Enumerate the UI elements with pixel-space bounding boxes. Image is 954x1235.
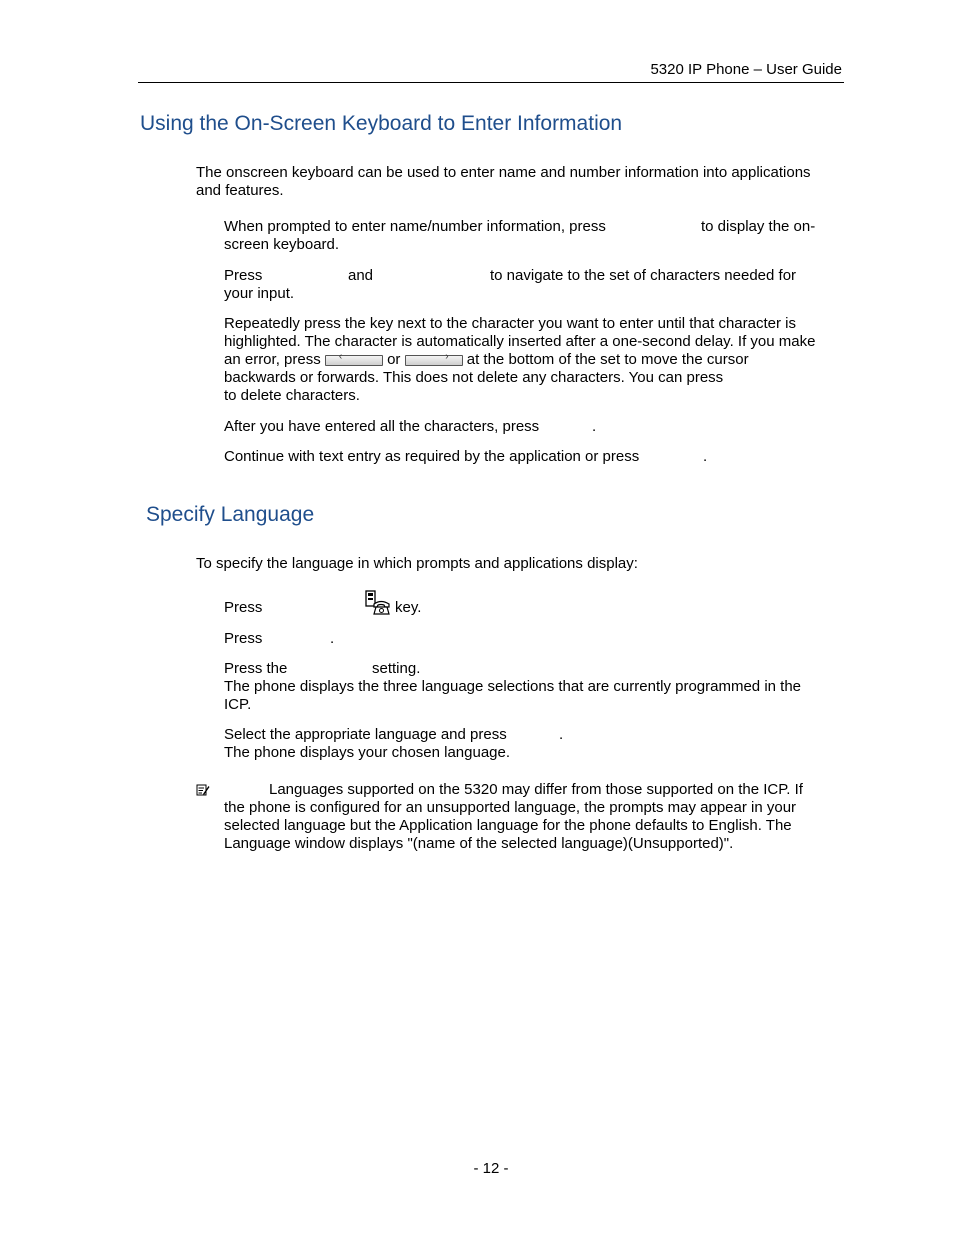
step-text: Press the bbox=[224, 660, 288, 677]
step-text: and bbox=[348, 267, 374, 284]
intro-line: and features. bbox=[196, 182, 284, 199]
note-line: Language window displays "(name of the selected language)(Unsupported)". bbox=[224, 835, 734, 852]
section2-intro: To specify the language in which prompts and applications display: bbox=[196, 555, 638, 572]
step-text: Continue with text entry as required by the application or press bbox=[224, 448, 640, 465]
step-text: ICP. bbox=[224, 696, 252, 713]
note-line: selected language but the Application language for the phone defaults to English. The bbox=[224, 817, 792, 834]
chevron-left-icon: ‹ bbox=[338, 351, 343, 362]
keyboard-step-3 bbox=[224, 315, 844, 405]
step-text: . bbox=[703, 448, 708, 465]
note-line: the phone is configured for an unsupported language, the prompts may appear in your bbox=[224, 799, 797, 816]
step-text: highlighted. The character is automatically inserted after a one-second delay. If you make bbox=[224, 333, 816, 350]
step-text: . bbox=[330, 630, 335, 647]
section-title-specify-language: Specify Language bbox=[146, 503, 315, 526]
section-title-onscreen-keyboard: Using the On-Screen Keyboard to Enter Information bbox=[140, 112, 623, 135]
language-step-1 bbox=[224, 590, 844, 620]
step-text: setting. bbox=[372, 660, 421, 677]
step-text: . bbox=[559, 726, 564, 743]
keyboard-step-4 bbox=[224, 418, 844, 436]
language-step-2 bbox=[224, 630, 844, 648]
page-number: - 12 - bbox=[473, 1160, 509, 1177]
step-text: to delete characters. bbox=[224, 387, 360, 404]
step-text: After you have entered all the characters, press bbox=[224, 418, 540, 435]
section1-intro bbox=[196, 164, 811, 200]
step-text: Repeatedly press the key next to the character you want to enter until that character is bbox=[224, 315, 796, 332]
step-text: backwards or forwards. This does not delete any characters. You can press bbox=[224, 369, 724, 386]
step-text: at the bottom of the set to move the cursor bbox=[466, 351, 749, 368]
step-text: The phone displays the three language selections that are currently programmed in the bbox=[224, 678, 802, 695]
language-step-3 bbox=[224, 660, 844, 714]
step-text: your input. bbox=[224, 285, 295, 302]
chevron-right-icon: › bbox=[445, 351, 449, 362]
step-text: to navigate to the set of characters needed for bbox=[490, 267, 797, 284]
options-phone-key-icon[interactable] bbox=[365, 590, 391, 616]
keyboard-step-1 bbox=[224, 218, 844, 254]
note-pencil-icon bbox=[196, 783, 210, 801]
step-text: screen keyboard. bbox=[224, 236, 340, 253]
next-softkey-button[interactable] bbox=[405, 351, 463, 366]
intro-line: The onscreen keyboard can be used to enter name and number information into applications bbox=[196, 164, 811, 181]
step-text: key. bbox=[395, 599, 422, 616]
step-text: When prompted to enter name/number information, press bbox=[224, 218, 606, 235]
step-text: Press bbox=[224, 267, 263, 284]
step-text: an error, press bbox=[224, 351, 321, 368]
note-line: Languages supported on the 5320 may differ from those supported on the ICP. If bbox=[269, 781, 803, 798]
keyboard-step-5 bbox=[224, 448, 844, 466]
step-text: . bbox=[592, 418, 597, 435]
previous-softkey-button[interactable] bbox=[325, 351, 383, 366]
keyboard-step-2 bbox=[224, 267, 844, 303]
step-text: Select the appropriate language and press bbox=[224, 726, 507, 743]
language-step-4 bbox=[224, 726, 844, 762]
running-header: 5320 IP Phone – User Guide bbox=[650, 61, 842, 78]
step-text: Press bbox=[224, 599, 263, 616]
step-text: to display the on- bbox=[701, 218, 816, 235]
step-text: The phone displays your chosen language. bbox=[224, 744, 511, 761]
note-text bbox=[224, 781, 844, 853]
step-text: Press bbox=[224, 630, 263, 647]
header-rule bbox=[138, 82, 844, 83]
step-text: or bbox=[387, 351, 401, 368]
